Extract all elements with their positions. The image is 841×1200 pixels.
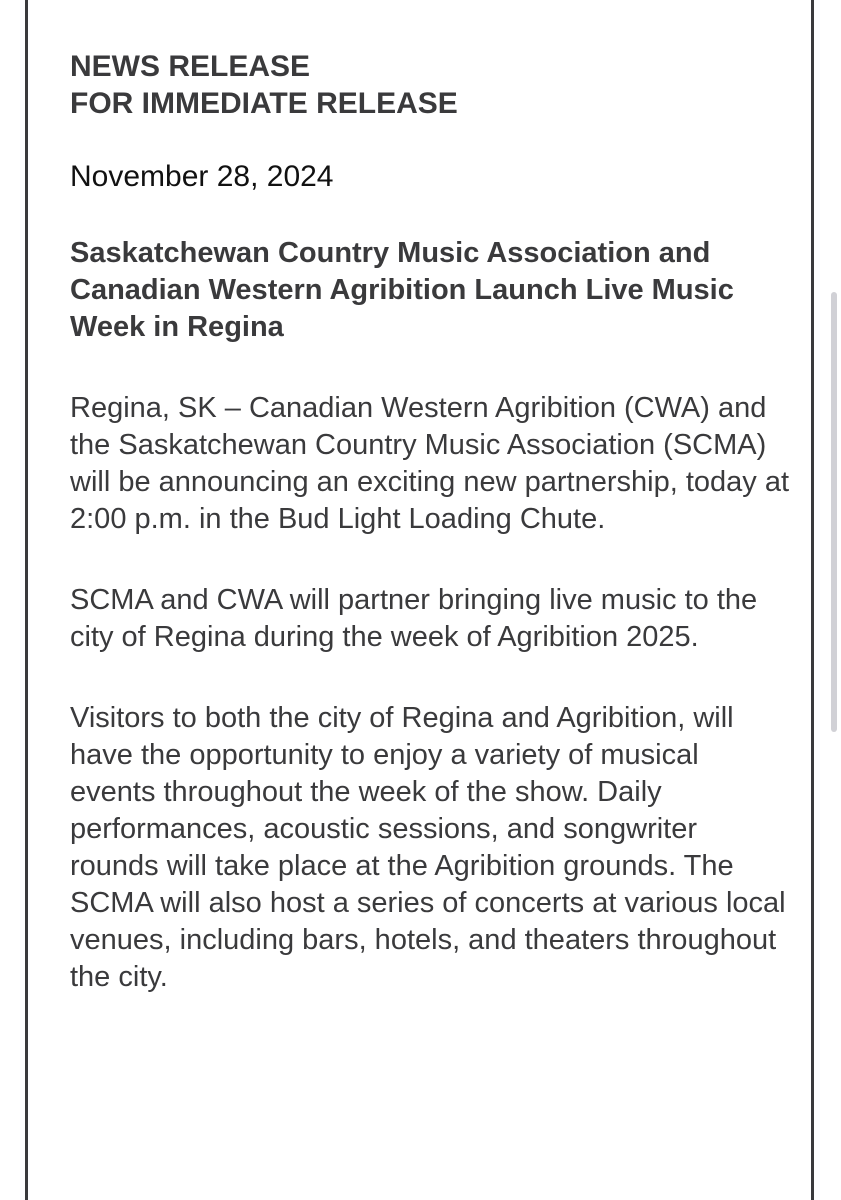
release-date: November 28, 2024 xyxy=(70,160,334,193)
body-paragraph-2: SCMA and CWA will partner bringing live music to the city of Regina during the week of Agribition 2025. xyxy=(70,584,758,653)
immediate-release-label: FOR IMMEDIATE RELEASE xyxy=(70,87,458,120)
vertical-scrollbar[interactable] xyxy=(831,292,837,732)
release-label: NEWS RELEASE xyxy=(70,50,311,83)
body-paragraph-1: Regina, SK – Canadian Western Agribition (CWA) and the Saskatchewan Country Music Association (SCMA) will be announcing an exciting new partnership, today at 2:00 p.m. in the Bud Light Loading Chute. xyxy=(70,392,790,535)
body-paragraph-3: Visitors to both the city of Regina and Agribition, will have the opportunity to enjoy a variety of musical events throughout the week of the show. Daily performances, acoustic sessions, and songwriter rounds will take place at the Agribition grounds. The SCMA will also host a series of concerts at various local venues, including bars, hotels, and theaters throughout the city. xyxy=(70,702,786,993)
news-release-document xyxy=(70,48,790,996)
release-headline: Saskatchewan Country Music Association and Canadian Western Agribition Launch Live Music Week in Regina xyxy=(70,237,734,343)
